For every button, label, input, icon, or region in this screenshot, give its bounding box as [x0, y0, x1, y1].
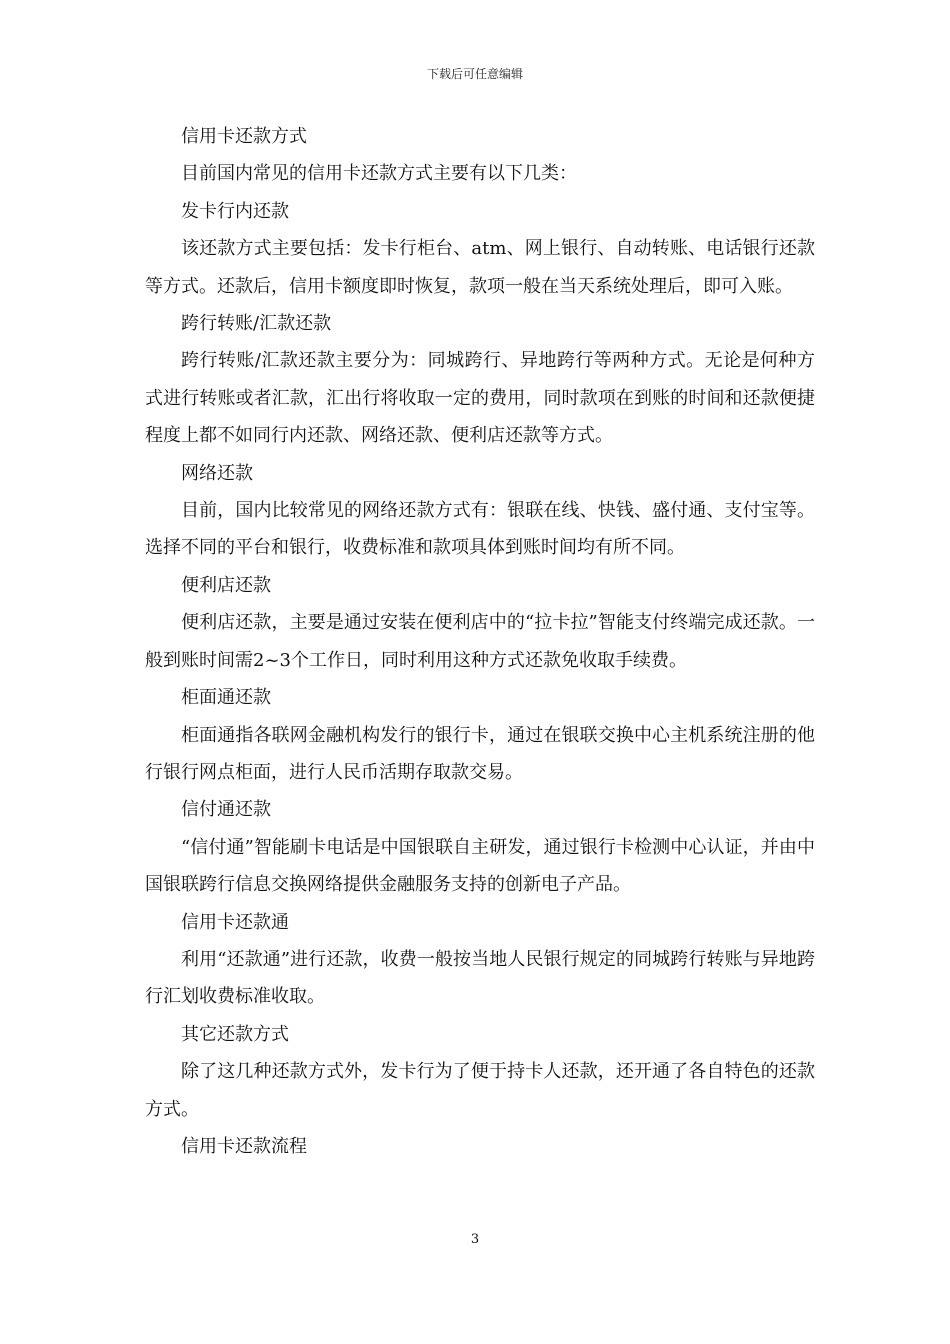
issuer-repayment-paragraph: 该还款方式主要包括：发卡行柜台、atm、网上银行、自动转账、电话银行还款等方式。还款后，信用卡额度即时恢复，款项一般在当天系统处理后，即可入账。	[145, 238, 815, 297]
page-number: 3	[470, 1232, 480, 1247]
section-heading-issuer-repayment: 发卡行内还款	[181, 200, 289, 222]
online-repayment-paragraph: 目前，国内比较常见的网络还款方式有：银联在线、快钱、盛付通、支付宝等。选择不同的平台和银行，收费标准和款项具体到账时间均有所不同。	[145, 500, 815, 559]
repayment-pass-paragraph: 利用“还款通”进行还款，收费一般按当地人民银行规定的同城跨行转账与异地跨行汇划收费标准收取。	[145, 948, 815, 1008]
xinfutong-paragraph: “信付通”智能刷卡电话是中国银联自主研发，通过银行卡检测中心认证，并由中国银联跨行信息交换网络提供金融服务支持的创新电子产品。	[145, 836, 815, 896]
counter-service-paragraph: 柜面通指各联网金融机构发行的银行卡，通过在银联交换中心主机系统注册的他行银行网点柜面，进行人民币活期存取款交易。	[145, 724, 815, 783]
intro-paragraph: 目前国内常见的信用卡还款方式主要有以下几类：	[181, 163, 577, 185]
section-heading-online-repayment: 网络还款	[181, 462, 253, 484]
section-heading-repayment-process: 信用卡还款流程	[181, 1135, 307, 1157]
other-methods-paragraph: 除了这几种还款方式外，发卡行为了便于持卡人还款，还开通了各自特色的还款方式。	[145, 1061, 815, 1120]
page-header: 下载后可任意编辑	[426, 67, 523, 81]
document-body	[145, 118, 815, 1165]
section-heading-other-methods: 其它还款方式	[181, 1023, 289, 1045]
section-title-repayment-methods: 信用卡还款方式	[181, 126, 307, 147]
convenience-store-paragraph: 便利店还款，主要是通过安装在便利店中的“拉卡拉”智能支付终端完成还款。一般到账时间需2~3个工作日，同时利用这种方式还款免收取手续费。	[145, 612, 815, 671]
section-heading-counter-service: 柜面通还款	[181, 687, 271, 709]
section-heading-convenience-store: 便利店还款	[181, 574, 271, 596]
interbank-transfer-paragraph: 跨行转账/汇款还款主要分为：同城跨行、异地跨行等两种方式。无论是何种方式进行转账或者汇款，汇出行将收取一定的费用，同时款项在到账的时间和还款便捷程度上都不如同行内还款、网络还款、便利店还款等方式。	[145, 350, 815, 447]
section-heading-repayment-pass: 信用卡还款通	[181, 911, 289, 933]
section-heading-interbank-transfer: 跨行转账/汇款还款	[181, 313, 332, 335]
section-heading-xinfutong: 信付通还款	[181, 799, 271, 821]
